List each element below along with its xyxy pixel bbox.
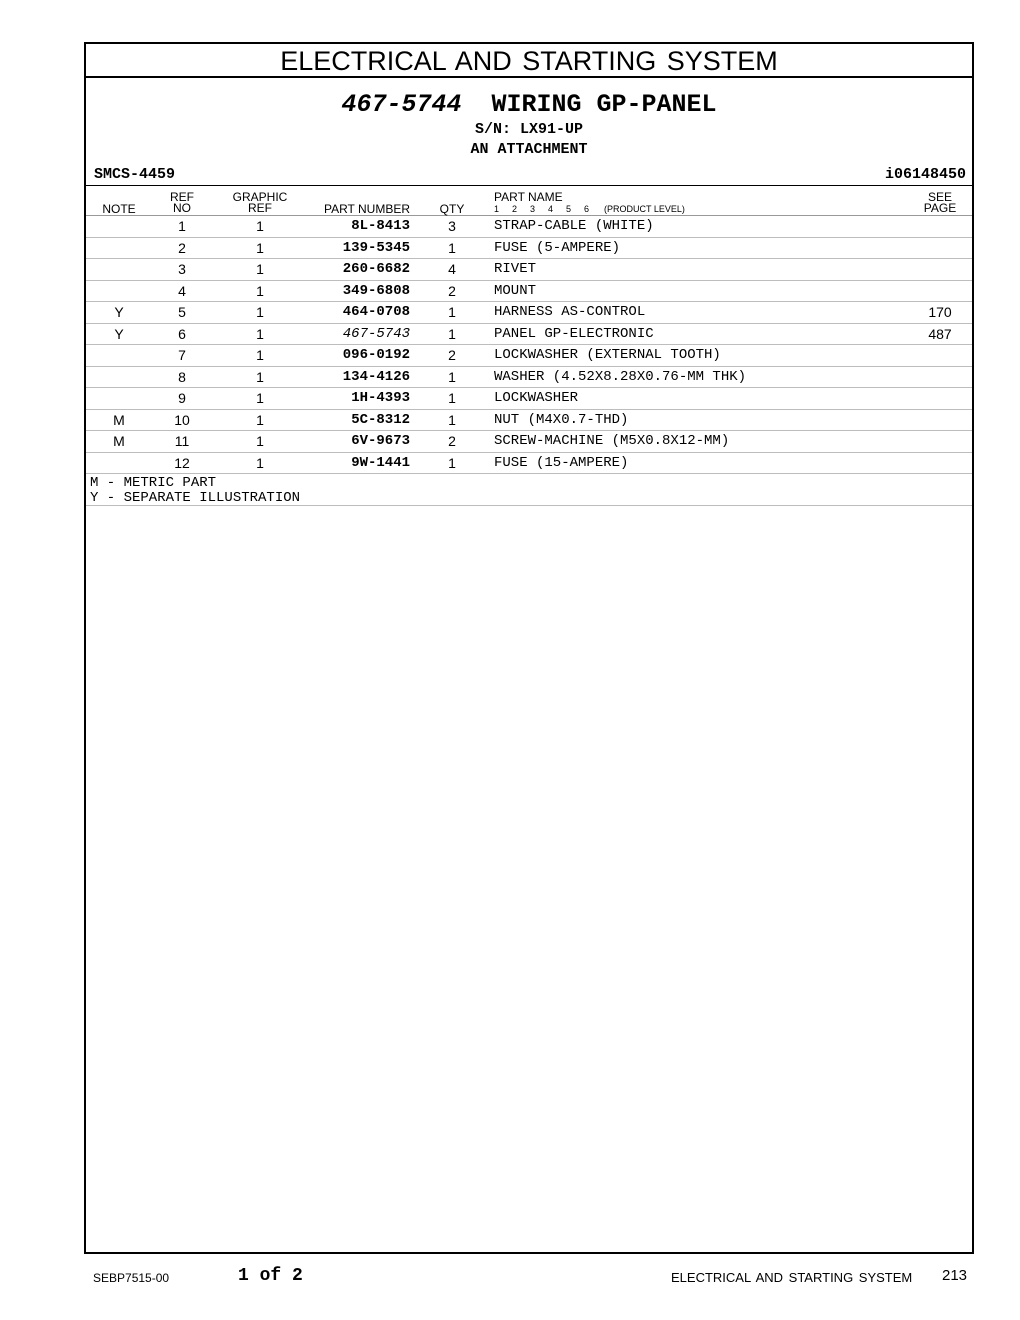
graphic-ref-cell: 1	[256, 304, 264, 320]
ref-no-cell: 1	[178, 218, 186, 234]
table-row	[86, 345, 972, 367]
qty-cell: 1	[448, 325, 456, 342]
part-number-cell: 349-6808	[342, 282, 410, 299]
group-type: AN ATTACHMENT	[470, 141, 588, 158]
table-row	[86, 453, 972, 475]
see-page-cell: 487	[928, 325, 952, 342]
smcs-code: SMCS-4459	[94, 166, 176, 183]
note-cell: M	[113, 411, 125, 428]
part-name-cell: MOUNT	[494, 282, 537, 299]
table-row	[86, 410, 972, 432]
ref-no-cell: 9	[178, 390, 186, 406]
qty-cell: 1	[448, 239, 456, 256]
graphic-ref-cell: 1	[256, 347, 264, 363]
header-levels: 1 2 3 4 5 6	[494, 204, 590, 214]
ref-no-cell: 12	[174, 454, 190, 471]
footer-page-number: 213	[942, 1267, 968, 1284]
graphic-ref-cell: 1	[256, 454, 264, 471]
note-cell: M	[113, 433, 125, 449]
illustration-id: i06148450	[884, 166, 966, 183]
part-number-cell: 464-0708	[342, 304, 410, 320]
ref-no-cell: 7	[178, 347, 186, 363]
part-name-cell: PANEL GP-ELECTRONIC	[494, 325, 654, 342]
part-number-cell: 134-4126	[342, 368, 410, 385]
graphic-ref-cell: 1	[256, 218, 264, 234]
header-ref-bottom: NO	[173, 201, 191, 215]
part-number-cell: 096-0192	[342, 347, 410, 363]
header-qty: QTY	[439, 202, 465, 216]
footer-doc-number: SEBP7515-00	[93, 1271, 170, 1285]
table-row	[86, 281, 972, 303]
part-name-cell: NUT (M4X0.7-THD)	[494, 411, 629, 428]
part-number-cell: 139-5345	[342, 239, 410, 256]
part-name-cell: WASHER (4.52X8.28X0.76-MM THK)	[494, 368, 747, 385]
qty-cell: 1	[448, 454, 456, 471]
graphic-ref-cell: 1	[256, 411, 264, 428]
qty-cell: 4	[448, 261, 456, 277]
header-note: NOTE	[102, 202, 136, 216]
ref-no-cell: 11	[174, 433, 190, 449]
qty-cell: 1	[448, 390, 456, 406]
part-name-cell: FUSE (15-AMPERE)	[494, 454, 629, 471]
section-title: ELECTRICAL AND STARTING SYSTEM	[86, 44, 972, 78]
column-header	[86, 185, 972, 216]
part-number-cell: 467-5743	[342, 325, 410, 342]
see-page-cell: 170	[928, 304, 952, 320]
note-cell: Y	[114, 304, 124, 320]
table-row	[86, 388, 972, 410]
part-number-cell: 6V-9673	[351, 433, 410, 449]
header-part-number: PART NUMBER	[323, 202, 410, 216]
qty-cell: 2	[448, 347, 456, 363]
header-see-bottom: PAGE	[923, 201, 957, 215]
part-name-cell: HARNESS AS-CONTROL	[494, 304, 646, 320]
part-number-cell: 8L-8413	[351, 218, 410, 234]
group-header	[86, 90, 972, 160]
header-see-top: SEE	[927, 190, 952, 204]
qty-cell: 1	[448, 411, 456, 428]
footer-section: ELECTRICAL AND STARTING SYSTEM	[671, 1270, 913, 1285]
header-product-level: (PRODUCT LEVEL)	[604, 204, 685, 214]
table-row	[86, 216, 972, 238]
table-row	[86, 238, 972, 260]
parts-table	[86, 216, 972, 474]
header-part-name: PART NAME	[494, 190, 563, 204]
ref-no-cell: 8	[178, 368, 186, 385]
ref-no-cell: 3	[178, 261, 186, 277]
table-row	[86, 431, 972, 453]
table-row	[86, 302, 972, 324]
part-name-cell: FUSE (5-AMPERE)	[494, 239, 621, 256]
graphic-ref-cell: 1	[256, 368, 264, 385]
ref-no-cell: 10	[174, 411, 190, 428]
part-number-cell: 5C-8312	[351, 411, 410, 428]
part-name-cell: STRAP-CABLE (WHITE)	[494, 218, 654, 234]
qty-cell: 3	[448, 218, 456, 234]
qty-cell: 1	[448, 368, 456, 385]
graphic-ref-cell: 1	[256, 239, 264, 256]
notes-legend	[90, 476, 300, 506]
group-name: WIRING GP-PANEL	[491, 90, 717, 119]
qty-cell: 2	[448, 433, 456, 449]
part-number-cell: 1H-4393	[351, 390, 410, 406]
qty-cell: 2	[448, 282, 456, 299]
note-cell: Y	[114, 325, 124, 342]
header-graphic-bottom: REF	[248, 201, 272, 215]
note-metric: M - METRIC PART	[90, 475, 217, 491]
part-number-cell: 260-6682	[342, 261, 410, 277]
part-name-cell: RIVET	[494, 261, 537, 277]
group-part-number: 467-5744	[341, 90, 462, 119]
ref-no-cell: 5	[178, 304, 186, 320]
table-row	[86, 367, 972, 389]
footer-page-of: 1 of 2	[238, 1266, 303, 1286]
header-ref-top: REF	[170, 190, 194, 204]
part-name-cell: LOCKWASHER	[494, 390, 579, 406]
table-row	[86, 259, 972, 281]
notes-divider	[86, 505, 972, 506]
ref-no-cell: 4	[178, 282, 186, 299]
graphic-ref-cell: 1	[256, 433, 264, 449]
header-graphic-top: GRAPHIC	[232, 190, 288, 204]
graphic-ref-cell: 1	[256, 261, 264, 277]
parts-page-frame	[84, 42, 974, 1254]
part-name-cell: SCREW-MACHINE (M5X0.8X12-MM)	[494, 433, 730, 449]
graphic-ref-cell: 1	[256, 325, 264, 342]
ref-no-cell: 2	[178, 239, 186, 256]
graphic-ref-cell: 1	[256, 282, 264, 299]
graphic-ref-cell: 1	[256, 390, 264, 406]
serial-range: S/N: LX91-UP	[474, 121, 584, 138]
table-row	[86, 324, 972, 346]
ref-no-cell: 6	[178, 325, 186, 342]
part-name-cell: LOCKWASHER (EXTERNAL TOOTH)	[494, 347, 721, 363]
group-title	[86, 90, 972, 120]
qty-cell: 1	[448, 304, 456, 320]
part-number-cell: 9W-1441	[351, 454, 410, 471]
note-separate-illustration: Y - SEPARATE ILLUSTRATION	[90, 490, 301, 506]
